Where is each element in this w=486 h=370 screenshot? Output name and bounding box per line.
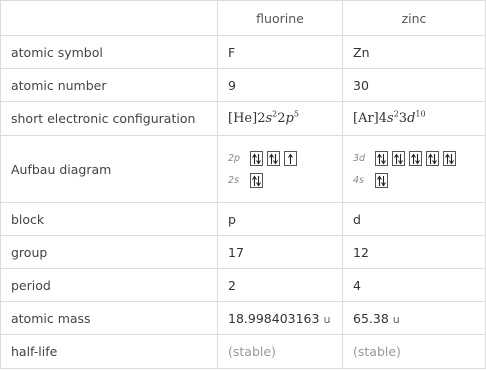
config-electrons: 5	[293, 109, 299, 119]
spin-down-arrow-icon	[433, 154, 437, 164]
spin-down-arrow-icon	[274, 154, 278, 164]
spin-down-arrow-icon	[382, 154, 386, 164]
row-label-atomic-mass: atomic mass	[1, 302, 218, 335]
fluorine-group: 17	[218, 236, 343, 269]
spin-up-arrow-icon	[289, 154, 293, 164]
orbital-row	[353, 147, 485, 169]
zinc-aufbau-diagram	[343, 136, 486, 203]
zinc-period: 4	[343, 269, 486, 302]
spin-up-arrow-icon	[429, 154, 433, 164]
table-row	[1, 236, 486, 269]
table-row	[1, 269, 486, 302]
table-row	[1, 69, 486, 102]
spin-up-arrow-icon	[378, 154, 382, 164]
electron-arrows-icon	[285, 152, 296, 165]
fluorine-aufbau-diagram	[218, 136, 343, 203]
fluorine-electron-config	[218, 102, 343, 136]
orbital-box	[250, 173, 263, 188]
orbital-box	[409, 151, 422, 166]
fluorine-atomic-number: 9	[218, 69, 343, 102]
row-label-atomic-number: atomic number	[1, 69, 218, 102]
aufbau-diagram	[353, 147, 485, 191]
config-shell: 2	[277, 111, 286, 126]
orbital-box	[375, 151, 388, 166]
config-subshell: s	[265, 111, 273, 126]
zinc-atomic-mass	[343, 302, 486, 335]
electron-arrows-icon	[251, 174, 262, 187]
header-zinc: zinc	[343, 1, 486, 36]
config-subshell: d	[407, 111, 416, 126]
config-core: [Ar]	[353, 111, 379, 126]
spin-down-arrow-icon	[382, 176, 386, 186]
orbital-box	[443, 151, 456, 166]
row-label-group: group	[1, 236, 218, 269]
table-row	[1, 36, 486, 69]
orbital-box	[250, 151, 263, 166]
row-label-period: period	[1, 269, 218, 302]
electron-arrows-icon	[427, 152, 438, 165]
config-electrons: 2	[272, 109, 278, 119]
fluorine-atomic-mass	[218, 302, 343, 335]
row-label-block: block	[1, 203, 218, 236]
orbital-box	[426, 151, 439, 166]
config-core: [He]	[228, 111, 258, 126]
header-empty-cell	[1, 1, 218, 36]
table-row	[1, 102, 486, 136]
row-label-aufbau: Aufbau diagram	[1, 136, 218, 203]
config-shell: 3	[398, 111, 408, 126]
row-label-half-life: half-life	[1, 335, 218, 369]
electron-arrows-icon	[444, 152, 455, 165]
config-subshell: s	[387, 111, 394, 126]
table-row	[1, 335, 486, 369]
mass-value: 18.998403163	[228, 310, 320, 326]
table-header-row	[1, 1, 486, 36]
spin-down-arrow-icon	[257, 176, 261, 186]
aufbau-diagram	[228, 147, 342, 191]
zinc-electron-config	[343, 102, 486, 136]
config-electrons: 10	[415, 109, 426, 119]
zinc-atomic-number: 30	[343, 69, 486, 102]
orbital-label: 4s	[353, 174, 364, 186]
orbital-box	[284, 151, 297, 166]
zinc-group: 12	[343, 236, 486, 269]
orbital-label: 2s	[228, 174, 239, 186]
electron-arrows-icon	[410, 152, 421, 165]
spin-down-arrow-icon	[257, 154, 261, 164]
mass-unit: u	[392, 312, 400, 326]
table-row	[1, 302, 486, 335]
row-label-electron-config: short electronic configuration	[1, 102, 218, 136]
config-shell: 2	[257, 111, 266, 126]
spin-up-arrow-icon	[378, 176, 382, 186]
spin-up-arrow-icon	[253, 176, 257, 186]
spin-up-arrow-icon	[446, 154, 450, 164]
spin-up-arrow-icon	[253, 154, 257, 164]
header-fluorine: fluorine	[218, 1, 343, 36]
electron-arrows-icon	[376, 174, 387, 187]
orbital-row	[353, 169, 485, 191]
spin-up-arrow-icon	[395, 154, 399, 164]
config-shell: 4	[378, 111, 388, 126]
electron-arrows-icon	[268, 152, 279, 165]
orbital-label: 2p	[228, 152, 241, 164]
orbital-box	[267, 151, 280, 166]
fluorine-block: p	[218, 203, 343, 236]
mass-unit: u	[323, 312, 331, 326]
row-label-atomic-symbol: atomic symbol	[1, 36, 218, 69]
spin-down-arrow-icon	[416, 154, 420, 164]
zinc-block: d	[343, 203, 486, 236]
table-row	[1, 203, 486, 236]
orbital-row	[228, 147, 342, 169]
spin-up-arrow-icon	[412, 154, 416, 164]
config-subshell: p	[285, 111, 294, 126]
spin-up-arrow-icon	[270, 154, 274, 164]
spin-down-arrow-icon	[399, 154, 403, 164]
table-row	[1, 136, 486, 203]
config-electrons: 2	[393, 109, 399, 119]
orbital-label: 3d	[353, 152, 366, 164]
spin-down-arrow-icon	[450, 154, 454, 164]
orbital-box	[392, 151, 405, 166]
orbital-row	[228, 169, 342, 191]
fluorine-atomic-symbol: F	[218, 36, 343, 69]
electron-arrows-icon	[393, 152, 404, 165]
fluorine-period: 2	[218, 269, 343, 302]
electron-arrows-icon	[251, 152, 262, 165]
zinc-atomic-symbol: Zn	[343, 36, 486, 69]
electron-arrows-icon	[376, 152, 387, 165]
orbital-box	[375, 173, 388, 188]
mass-value: 65.38	[353, 310, 389, 326]
fluorine-half-life: (stable)	[218, 335, 343, 369]
zinc-half-life: (stable)	[343, 335, 486, 369]
